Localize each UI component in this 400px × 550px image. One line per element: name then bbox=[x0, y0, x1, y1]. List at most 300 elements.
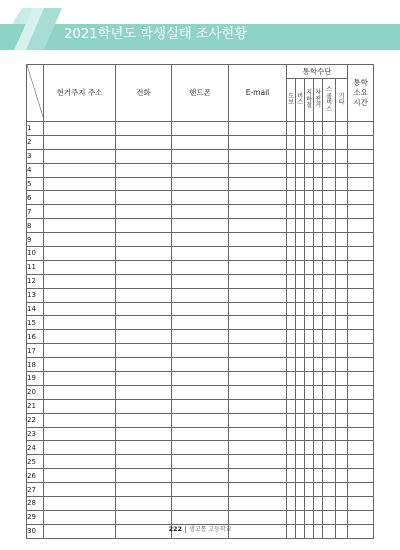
entry-cell[interactable] bbox=[323, 483, 336, 497]
entry-cell[interactable] bbox=[336, 233, 348, 247]
entry-cell[interactable] bbox=[44, 122, 116, 136]
entry-cell[interactable] bbox=[296, 302, 305, 316]
entry-cell[interactable] bbox=[44, 469, 116, 483]
entry-cell[interactable] bbox=[323, 441, 336, 455]
entry-cell[interactable] bbox=[305, 344, 314, 358]
entry-cell[interactable] bbox=[296, 219, 305, 233]
entry-cell[interactable] bbox=[323, 149, 336, 163]
entry-cell[interactable] bbox=[287, 135, 296, 149]
entry-cell[interactable] bbox=[314, 413, 323, 427]
entry-cell[interactable] bbox=[287, 205, 296, 219]
entry-cell[interactable] bbox=[323, 372, 336, 386]
entry-cell[interactable] bbox=[296, 330, 305, 344]
entry-cell[interactable] bbox=[296, 427, 305, 441]
entry-cell[interactable] bbox=[287, 497, 296, 511]
entry-cell[interactable] bbox=[305, 191, 314, 205]
entry-cell[interactable] bbox=[348, 274, 374, 288]
entry-cell[interactable] bbox=[172, 260, 229, 274]
entry-cell[interactable] bbox=[314, 288, 323, 302]
entry-cell[interactable] bbox=[44, 233, 116, 247]
entry-cell[interactable] bbox=[323, 510, 336, 524]
entry-cell[interactable] bbox=[336, 177, 348, 191]
entry-cell[interactable] bbox=[172, 149, 229, 163]
entry-cell[interactable] bbox=[348, 469, 374, 483]
entry-cell[interactable] bbox=[287, 399, 296, 413]
entry-cell[interactable] bbox=[172, 247, 229, 261]
entry-cell[interactable] bbox=[172, 385, 229, 399]
entry-cell[interactable] bbox=[287, 358, 296, 372]
entry-cell[interactable] bbox=[172, 330, 229, 344]
entry-cell[interactable] bbox=[296, 233, 305, 247]
entry-cell[interactable] bbox=[348, 483, 374, 497]
entry-cell[interactable] bbox=[287, 191, 296, 205]
entry-cell[interactable] bbox=[296, 149, 305, 163]
entry-cell[interactable] bbox=[116, 455, 172, 469]
entry-cell[interactable] bbox=[44, 330, 116, 344]
entry-cell[interactable] bbox=[336, 247, 348, 261]
entry-cell[interactable] bbox=[229, 135, 287, 149]
entry-cell[interactable] bbox=[314, 469, 323, 483]
entry-cell[interactable] bbox=[348, 302, 374, 316]
entry-cell[interactable] bbox=[229, 413, 287, 427]
entry-cell[interactable] bbox=[348, 233, 374, 247]
entry-cell[interactable] bbox=[314, 510, 323, 524]
entry-cell[interactable] bbox=[116, 149, 172, 163]
entry-cell[interactable] bbox=[287, 163, 296, 177]
entry-cell[interactable] bbox=[44, 191, 116, 205]
entry-cell[interactable] bbox=[44, 344, 116, 358]
entry-cell[interactable] bbox=[314, 316, 323, 330]
entry-cell[interactable] bbox=[305, 260, 314, 274]
entry-cell[interactable] bbox=[116, 427, 172, 441]
entry-cell[interactable] bbox=[323, 330, 336, 344]
entry-cell[interactable] bbox=[348, 385, 374, 399]
entry-cell[interactable] bbox=[287, 302, 296, 316]
entry-cell[interactable] bbox=[314, 455, 323, 469]
entry-cell[interactable] bbox=[348, 413, 374, 427]
entry-cell[interactable] bbox=[116, 372, 172, 386]
entry-cell[interactable] bbox=[348, 219, 374, 233]
entry-cell[interactable] bbox=[323, 302, 336, 316]
entry-cell[interactable] bbox=[229, 302, 287, 316]
entry-cell[interactable] bbox=[348, 344, 374, 358]
entry-cell[interactable] bbox=[348, 177, 374, 191]
entry-cell[interactable] bbox=[44, 219, 116, 233]
entry-cell[interactable] bbox=[323, 205, 336, 219]
entry-cell[interactable] bbox=[229, 247, 287, 261]
entry-cell[interactable] bbox=[172, 372, 229, 386]
entry-cell[interactable] bbox=[44, 205, 116, 219]
entry-cell[interactable] bbox=[305, 413, 314, 427]
entry-cell[interactable] bbox=[116, 219, 172, 233]
entry-cell[interactable] bbox=[305, 288, 314, 302]
entry-cell[interactable] bbox=[229, 149, 287, 163]
entry-cell[interactable] bbox=[336, 510, 348, 524]
entry-cell[interactable] bbox=[305, 122, 314, 136]
entry-cell[interactable] bbox=[172, 483, 229, 497]
entry-cell[interactable] bbox=[336, 260, 348, 274]
entry-cell[interactable] bbox=[116, 483, 172, 497]
entry-cell[interactable] bbox=[44, 455, 116, 469]
entry-cell[interactable] bbox=[314, 483, 323, 497]
entry-cell[interactable] bbox=[314, 205, 323, 219]
entry-cell[interactable] bbox=[314, 441, 323, 455]
entry-cell[interactable] bbox=[314, 191, 323, 205]
entry-cell[interactable] bbox=[287, 122, 296, 136]
entry-cell[interactable] bbox=[296, 372, 305, 386]
entry-cell[interactable] bbox=[44, 316, 116, 330]
entry-cell[interactable] bbox=[287, 288, 296, 302]
entry-cell[interactable] bbox=[287, 441, 296, 455]
entry-cell[interactable] bbox=[336, 385, 348, 399]
entry-cell[interactable] bbox=[314, 233, 323, 247]
entry-cell[interactable] bbox=[44, 274, 116, 288]
entry-cell[interactable] bbox=[116, 316, 172, 330]
entry-cell[interactable] bbox=[116, 302, 172, 316]
entry-cell[interactable] bbox=[323, 163, 336, 177]
entry-cell[interactable] bbox=[229, 163, 287, 177]
entry-cell[interactable] bbox=[44, 399, 116, 413]
entry-cell[interactable] bbox=[305, 358, 314, 372]
entry-cell[interactable] bbox=[287, 219, 296, 233]
entry-cell[interactable] bbox=[323, 399, 336, 413]
entry-cell[interactable] bbox=[348, 135, 374, 149]
entry-cell[interactable] bbox=[336, 330, 348, 344]
entry-cell[interactable] bbox=[44, 288, 116, 302]
entry-cell[interactable] bbox=[348, 288, 374, 302]
entry-cell[interactable] bbox=[116, 330, 172, 344]
entry-cell[interactable] bbox=[336, 135, 348, 149]
entry-cell[interactable] bbox=[296, 358, 305, 372]
entry-cell[interactable] bbox=[44, 260, 116, 274]
entry-cell[interactable] bbox=[116, 274, 172, 288]
entry-cell[interactable] bbox=[305, 219, 314, 233]
entry-cell[interactable] bbox=[336, 427, 348, 441]
entry-cell[interactable] bbox=[314, 427, 323, 441]
entry-cell[interactable] bbox=[336, 288, 348, 302]
entry-cell[interactable] bbox=[116, 135, 172, 149]
entry-cell[interactable] bbox=[287, 177, 296, 191]
entry-cell[interactable] bbox=[172, 344, 229, 358]
entry-cell[interactable] bbox=[323, 427, 336, 441]
entry-cell[interactable] bbox=[172, 274, 229, 288]
entry-cell[interactable] bbox=[323, 135, 336, 149]
entry-cell[interactable] bbox=[296, 288, 305, 302]
entry-cell[interactable] bbox=[229, 441, 287, 455]
entry-cell[interactable] bbox=[229, 385, 287, 399]
entry-cell[interactable] bbox=[336, 205, 348, 219]
entry-cell[interactable] bbox=[336, 219, 348, 233]
entry-cell[interactable] bbox=[287, 455, 296, 469]
entry-cell[interactable] bbox=[323, 122, 336, 136]
entry-cell[interactable] bbox=[296, 441, 305, 455]
entry-cell[interactable] bbox=[172, 510, 229, 524]
entry-cell[interactable] bbox=[348, 372, 374, 386]
entry-cell[interactable] bbox=[229, 274, 287, 288]
entry-cell[interactable] bbox=[336, 316, 348, 330]
entry-cell[interactable] bbox=[296, 135, 305, 149]
entry-cell[interactable] bbox=[314, 372, 323, 386]
entry-cell[interactable] bbox=[229, 427, 287, 441]
entry-cell[interactable] bbox=[116, 497, 172, 511]
entry-cell[interactable] bbox=[305, 302, 314, 316]
entry-cell[interactable] bbox=[314, 330, 323, 344]
entry-cell[interactable] bbox=[323, 413, 336, 427]
entry-cell[interactable] bbox=[305, 135, 314, 149]
entry-cell[interactable] bbox=[336, 191, 348, 205]
entry-cell[interactable] bbox=[229, 288, 287, 302]
entry-cell[interactable] bbox=[287, 510, 296, 524]
entry-cell[interactable] bbox=[229, 372, 287, 386]
entry-cell[interactable] bbox=[323, 316, 336, 330]
entry-cell[interactable] bbox=[348, 330, 374, 344]
entry-cell[interactable] bbox=[172, 441, 229, 455]
entry-cell[interactable] bbox=[287, 483, 296, 497]
entry-cell[interactable] bbox=[314, 399, 323, 413]
entry-cell[interactable] bbox=[296, 483, 305, 497]
entry-cell[interactable] bbox=[336, 413, 348, 427]
entry-cell[interactable] bbox=[287, 413, 296, 427]
entry-cell[interactable] bbox=[305, 274, 314, 288]
entry-cell[interactable] bbox=[172, 399, 229, 413]
entry-cell[interactable] bbox=[348, 163, 374, 177]
entry-cell[interactable] bbox=[172, 413, 229, 427]
entry-cell[interactable] bbox=[305, 316, 314, 330]
entry-cell[interactable] bbox=[314, 177, 323, 191]
entry-cell[interactable] bbox=[172, 219, 229, 233]
entry-cell[interactable] bbox=[287, 247, 296, 261]
entry-cell[interactable] bbox=[336, 372, 348, 386]
entry-cell[interactable] bbox=[172, 316, 229, 330]
entry-cell[interactable] bbox=[287, 149, 296, 163]
entry-cell[interactable] bbox=[44, 149, 116, 163]
entry-cell[interactable] bbox=[323, 274, 336, 288]
entry-cell[interactable] bbox=[287, 469, 296, 483]
entry-cell[interactable] bbox=[296, 344, 305, 358]
entry-cell[interactable] bbox=[348, 191, 374, 205]
entry-cell[interactable] bbox=[172, 427, 229, 441]
entry-cell[interactable] bbox=[348, 122, 374, 136]
entry-cell[interactable] bbox=[172, 177, 229, 191]
entry-cell[interactable] bbox=[348, 399, 374, 413]
entry-cell[interactable] bbox=[323, 233, 336, 247]
entry-cell[interactable] bbox=[116, 191, 172, 205]
entry-cell[interactable] bbox=[305, 483, 314, 497]
entry-cell[interactable] bbox=[323, 469, 336, 483]
entry-cell[interactable] bbox=[296, 177, 305, 191]
entry-cell[interactable] bbox=[116, 344, 172, 358]
entry-cell[interactable] bbox=[314, 122, 323, 136]
entry-cell[interactable] bbox=[305, 372, 314, 386]
entry-cell[interactable] bbox=[314, 149, 323, 163]
entry-cell[interactable] bbox=[44, 413, 116, 427]
entry-cell[interactable] bbox=[336, 344, 348, 358]
entry-cell[interactable] bbox=[172, 288, 229, 302]
entry-cell[interactable] bbox=[116, 163, 172, 177]
entry-cell[interactable] bbox=[44, 483, 116, 497]
entry-cell[interactable] bbox=[287, 260, 296, 274]
entry-cell[interactable] bbox=[323, 260, 336, 274]
entry-cell[interactable] bbox=[44, 177, 116, 191]
entry-cell[interactable] bbox=[305, 441, 314, 455]
entry-cell[interactable] bbox=[296, 205, 305, 219]
entry-cell[interactable] bbox=[44, 372, 116, 386]
entry-cell[interactable] bbox=[229, 510, 287, 524]
entry-cell[interactable] bbox=[314, 385, 323, 399]
entry-cell[interactable] bbox=[44, 135, 116, 149]
entry-cell[interactable] bbox=[172, 163, 229, 177]
entry-cell[interactable] bbox=[287, 344, 296, 358]
entry-cell[interactable] bbox=[116, 177, 172, 191]
entry-cell[interactable] bbox=[287, 233, 296, 247]
entry-cell[interactable] bbox=[116, 260, 172, 274]
entry-cell[interactable] bbox=[229, 219, 287, 233]
entry-cell[interactable] bbox=[348, 316, 374, 330]
entry-cell[interactable] bbox=[44, 247, 116, 261]
entry-cell[interactable] bbox=[305, 399, 314, 413]
entry-cell[interactable] bbox=[296, 497, 305, 511]
entry-cell[interactable] bbox=[296, 274, 305, 288]
entry-cell[interactable] bbox=[116, 358, 172, 372]
entry-cell[interactable] bbox=[116, 233, 172, 247]
entry-cell[interactable] bbox=[229, 316, 287, 330]
entry-cell[interactable] bbox=[336, 441, 348, 455]
entry-cell[interactable] bbox=[314, 247, 323, 261]
entry-cell[interactable] bbox=[336, 399, 348, 413]
entry-cell[interactable] bbox=[336, 455, 348, 469]
entry-cell[interactable] bbox=[305, 149, 314, 163]
entry-cell[interactable] bbox=[314, 219, 323, 233]
entry-cell[interactable] bbox=[287, 372, 296, 386]
entry-cell[interactable] bbox=[287, 274, 296, 288]
entry-cell[interactable] bbox=[305, 455, 314, 469]
entry-cell[interactable] bbox=[314, 302, 323, 316]
entry-cell[interactable] bbox=[305, 233, 314, 247]
entry-cell[interactable] bbox=[323, 177, 336, 191]
entry-cell[interactable] bbox=[305, 177, 314, 191]
entry-cell[interactable] bbox=[323, 344, 336, 358]
entry-cell[interactable] bbox=[305, 469, 314, 483]
entry-cell[interactable] bbox=[229, 330, 287, 344]
entry-cell[interactable] bbox=[296, 385, 305, 399]
entry-cell[interactable] bbox=[296, 469, 305, 483]
entry-cell[interactable] bbox=[116, 247, 172, 261]
entry-cell[interactable] bbox=[296, 455, 305, 469]
entry-cell[interactable] bbox=[305, 205, 314, 219]
entry-cell[interactable] bbox=[172, 205, 229, 219]
entry-cell[interactable] bbox=[348, 455, 374, 469]
entry-cell[interactable] bbox=[44, 510, 116, 524]
entry-cell[interactable] bbox=[348, 260, 374, 274]
entry-cell[interactable] bbox=[229, 399, 287, 413]
entry-cell[interactable] bbox=[229, 344, 287, 358]
entry-cell[interactable] bbox=[323, 247, 336, 261]
entry-cell[interactable] bbox=[172, 122, 229, 136]
entry-cell[interactable] bbox=[116, 441, 172, 455]
entry-cell[interactable] bbox=[44, 427, 116, 441]
entry-cell[interactable] bbox=[172, 358, 229, 372]
entry-cell[interactable] bbox=[172, 135, 229, 149]
entry-cell[interactable] bbox=[305, 385, 314, 399]
entry-cell[interactable] bbox=[172, 497, 229, 511]
entry-cell[interactable] bbox=[296, 122, 305, 136]
entry-cell[interactable] bbox=[116, 469, 172, 483]
entry-cell[interactable] bbox=[296, 260, 305, 274]
entry-cell[interactable] bbox=[116, 288, 172, 302]
entry-cell[interactable] bbox=[116, 385, 172, 399]
entry-cell[interactable] bbox=[229, 260, 287, 274]
entry-cell[interactable] bbox=[296, 413, 305, 427]
entry-cell[interactable] bbox=[229, 205, 287, 219]
entry-cell[interactable] bbox=[305, 497, 314, 511]
entry-cell[interactable] bbox=[323, 358, 336, 372]
entry-cell[interactable] bbox=[336, 469, 348, 483]
entry-cell[interactable] bbox=[305, 510, 314, 524]
entry-cell[interactable] bbox=[314, 497, 323, 511]
entry-cell[interactable] bbox=[314, 163, 323, 177]
entry-cell[interactable] bbox=[296, 247, 305, 261]
entry-cell[interactable] bbox=[323, 497, 336, 511]
entry-cell[interactable] bbox=[336, 149, 348, 163]
entry-cell[interactable] bbox=[323, 219, 336, 233]
entry-cell[interactable] bbox=[314, 358, 323, 372]
entry-cell[interactable] bbox=[314, 344, 323, 358]
entry-cell[interactable] bbox=[296, 399, 305, 413]
entry-cell[interactable] bbox=[296, 191, 305, 205]
entry-cell[interactable] bbox=[296, 510, 305, 524]
entry-cell[interactable] bbox=[314, 260, 323, 274]
entry-cell[interactable] bbox=[305, 330, 314, 344]
entry-cell[interactable] bbox=[172, 469, 229, 483]
entry-cell[interactable] bbox=[296, 316, 305, 330]
entry-cell[interactable] bbox=[172, 455, 229, 469]
entry-cell[interactable] bbox=[116, 399, 172, 413]
entry-cell[interactable] bbox=[336, 122, 348, 136]
entry-cell[interactable] bbox=[229, 177, 287, 191]
entry-cell[interactable] bbox=[323, 288, 336, 302]
entry-cell[interactable] bbox=[296, 163, 305, 177]
entry-cell[interactable] bbox=[336, 274, 348, 288]
entry-cell[interactable] bbox=[336, 358, 348, 372]
entry-cell[interactable] bbox=[116, 510, 172, 524]
entry-cell[interactable] bbox=[348, 427, 374, 441]
entry-cell[interactable] bbox=[336, 302, 348, 316]
entry-cell[interactable] bbox=[116, 205, 172, 219]
entry-cell[interactable] bbox=[229, 358, 287, 372]
entry-cell[interactable] bbox=[229, 483, 287, 497]
entry-cell[interactable] bbox=[229, 191, 287, 205]
entry-cell[interactable] bbox=[172, 191, 229, 205]
entry-cell[interactable] bbox=[323, 385, 336, 399]
entry-cell[interactable] bbox=[348, 247, 374, 261]
entry-cell[interactable] bbox=[172, 302, 229, 316]
entry-cell[interactable] bbox=[116, 413, 172, 427]
entry-cell[interactable] bbox=[348, 149, 374, 163]
entry-cell[interactable] bbox=[229, 497, 287, 511]
entry-cell[interactable] bbox=[314, 274, 323, 288]
entry-cell[interactable] bbox=[348, 358, 374, 372]
entry-cell[interactable] bbox=[287, 330, 296, 344]
entry-cell[interactable] bbox=[229, 122, 287, 136]
entry-cell[interactable] bbox=[305, 247, 314, 261]
entry-cell[interactable] bbox=[336, 497, 348, 511]
entry-cell[interactable] bbox=[348, 510, 374, 524]
entry-cell[interactable] bbox=[172, 233, 229, 247]
entry-cell[interactable] bbox=[287, 385, 296, 399]
entry-cell[interactable] bbox=[336, 163, 348, 177]
entry-cell[interactable] bbox=[44, 497, 116, 511]
entry-cell[interactable] bbox=[44, 302, 116, 316]
